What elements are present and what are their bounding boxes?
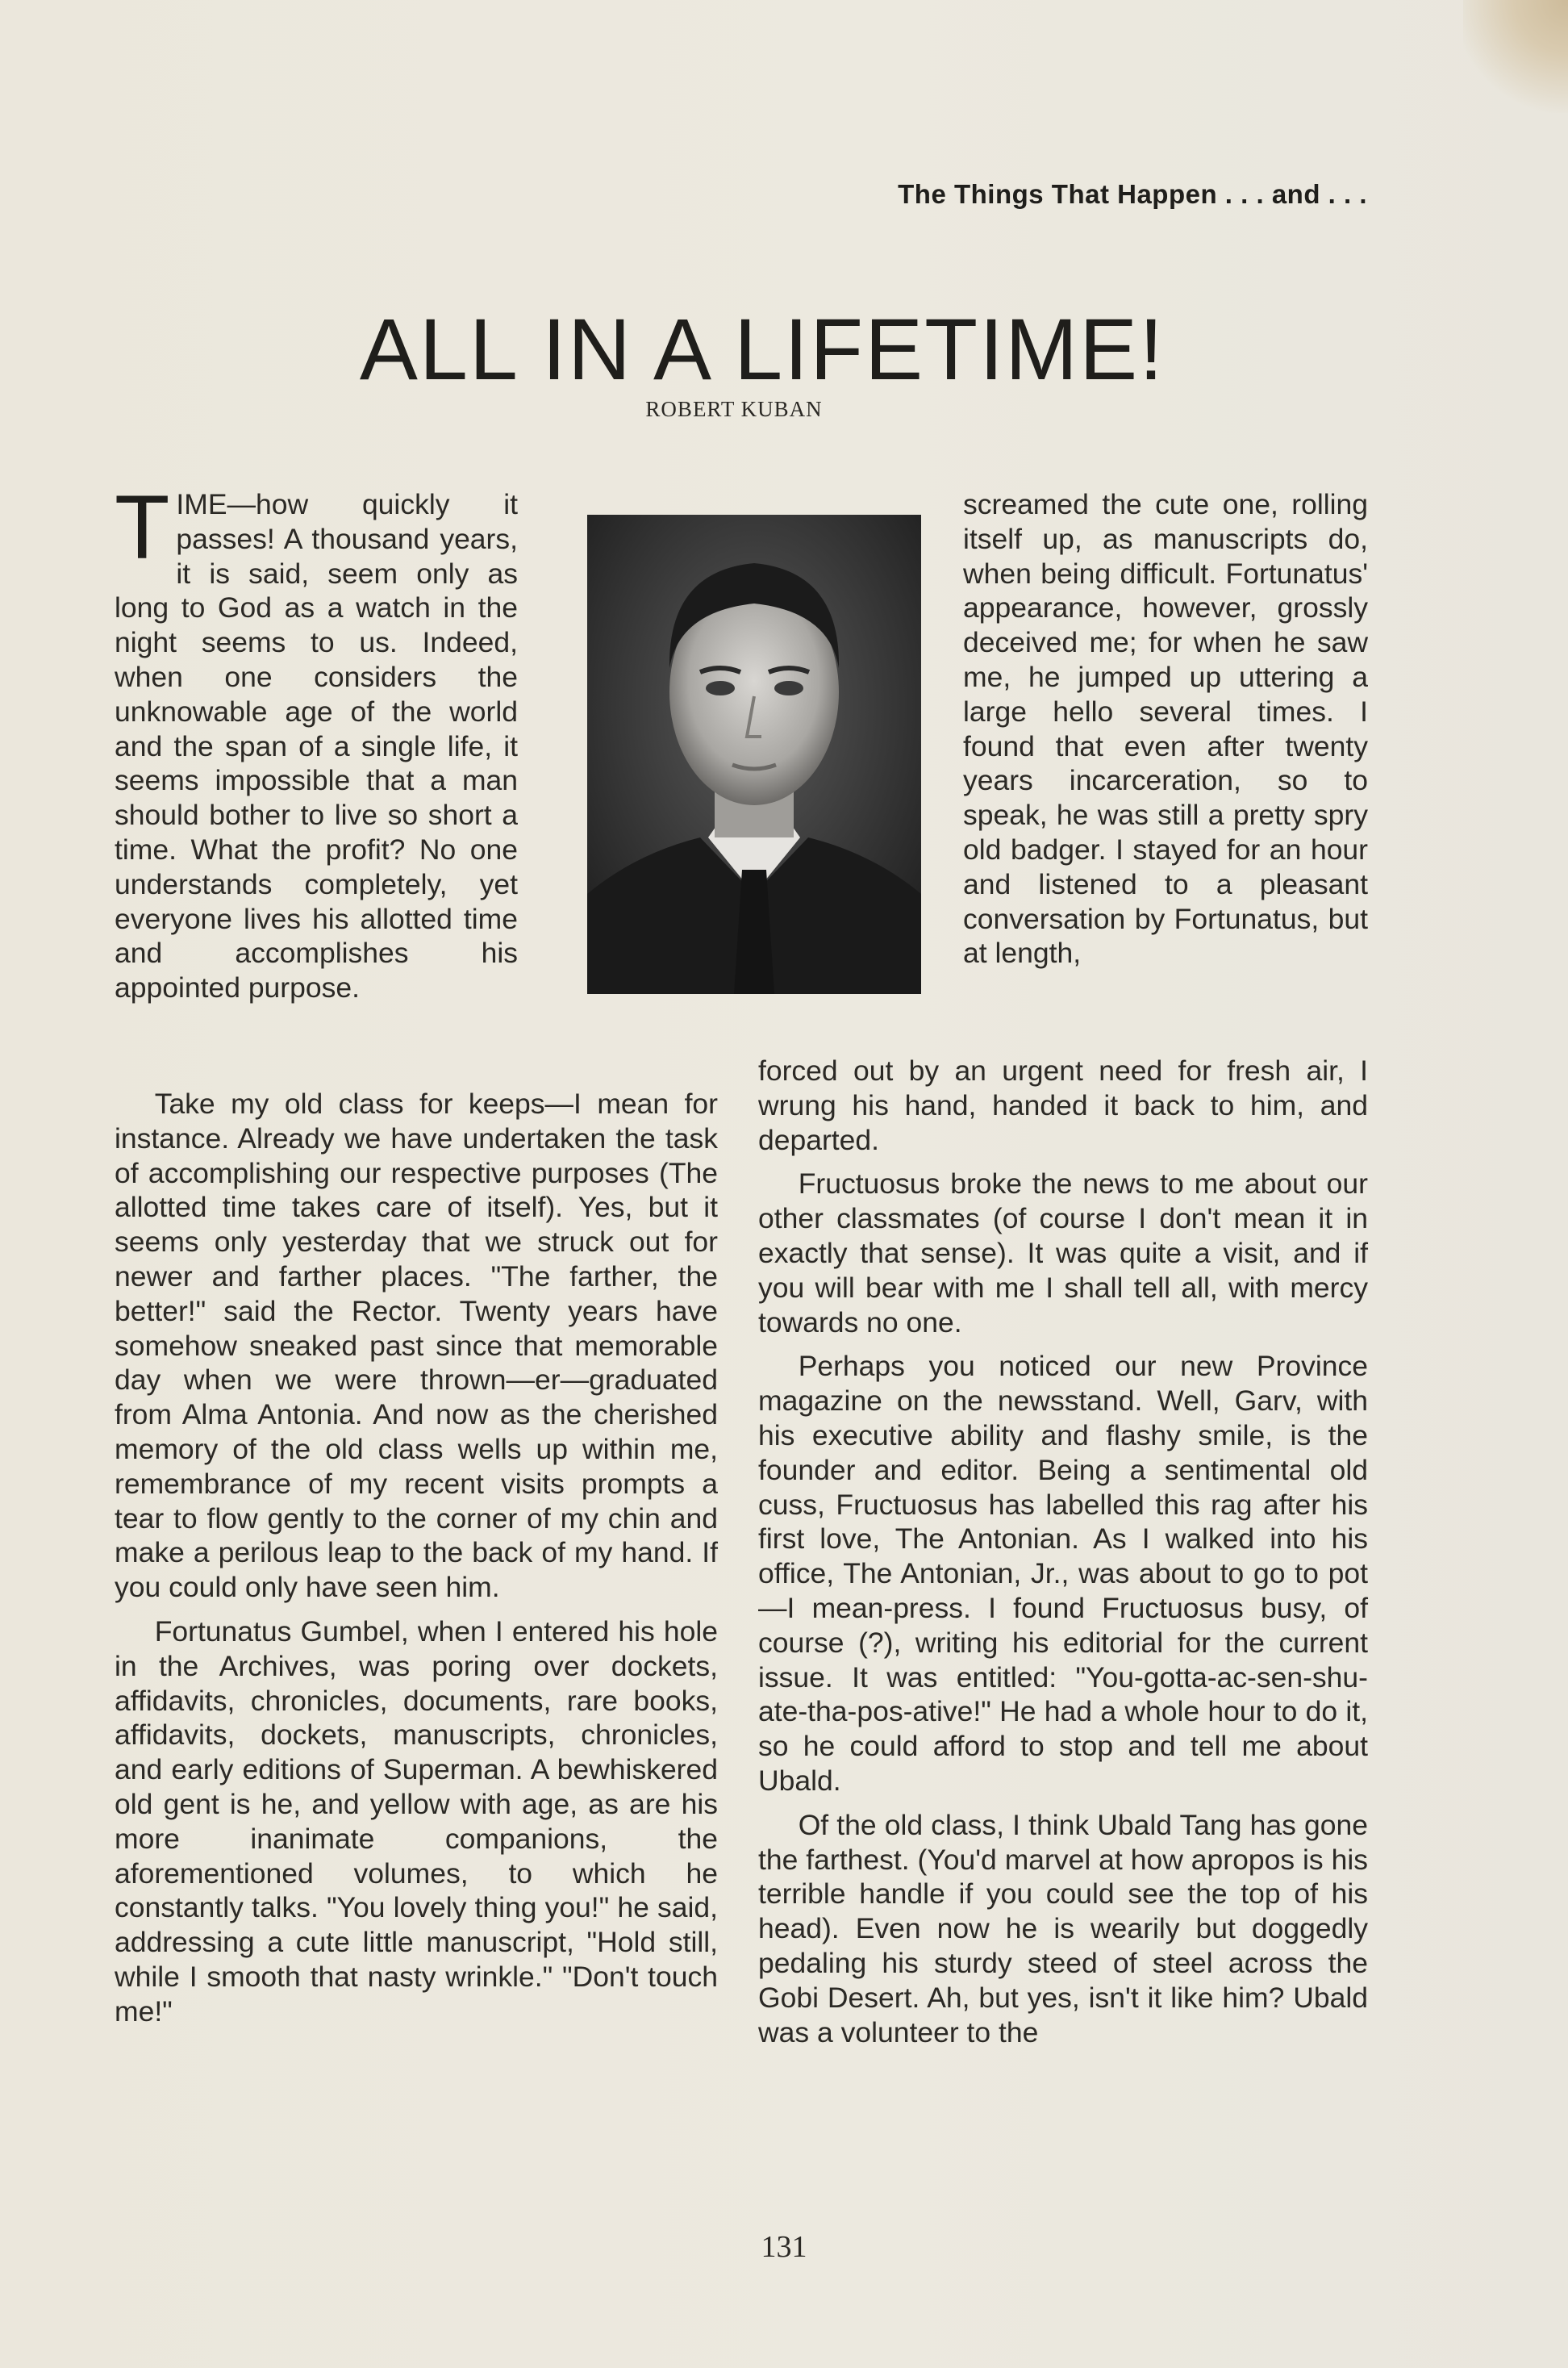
right-column-top <box>963 487 1368 971</box>
right-column <box>758 1054 1368 2049</box>
paragraph: Fructuosus broke the news to me about our other classmates (of course I don't mean it in exactly that sense). It was quite a visit, and if you will bear with me I shall tell all, with mercy towards no one. <box>758 1167 1368 1339</box>
left-column-top <box>115 477 518 1005</box>
article-title: ALL IN A LIFETIME! <box>359 300 1166 398</box>
paragraph: Fortunatus Gumbel, when I entered his hole in the Archives, was poring over dockets, affidavits, chronicles, documents, rare books, affidavits, dockets, manuscripts, chronicles, and early editions of Superman. A bewhiskered old gent is he, and yellow with age, as are his more inanimate companions, the aforementioned volumes, to which he constantly talks. "You lovely thing you!" he said, addressing a cute little manuscript, "Hold still, while I smooth that nasty wrinkle." "Don't touch me!" <box>115 1614 718 2028</box>
page-number: 131 <box>761 2230 807 2264</box>
paragraph: Perhaps you noticed our new Province magazine on the newsstand. Well, Garv, with his executive ability and flashy smile, is the founder and editor. Being a sentimental old cuss, Fructuosus has labelled this rag after his first love, The Antonian. As I walked into his office, The Antonian, Jr., was about to go to pot—I mean-press. I found Fructuosus busy, of course (?), writing his editorial for the current issue. It was entitled: "You-gotta-ac-sen-shu-ate-tha-pos-ative!" He had a whole hour to do it, so he could afford to stop and tell me about Ubald. <box>758 1350 1368 1797</box>
portrait-icon <box>587 515 921 994</box>
left-column <box>115 1087 718 2029</box>
paragraph <box>115 477 518 1005</box>
paragraph-text: IME—how quickly it passes! A thousand years, it is said, seem only as long to God as a watch in the night seems to us. Indeed, when one considers the unknowable age of the world and the span of a single life, it seems impossible that a man should bother to live so short a time. What the profit? No one understands completely, yet everyone lives his allotted time and accomplishes his appointed purpose. <box>115 488 518 1004</box>
paragraph: screamed the cute one, rolling itself up, as manuscripts do, when being difficult. Fortunatus' appearance, however, grossly deceived me; for when he saw me, he jumped up uttering a large hello several times. I found that even after twenty years incarceration, so to speak, he was still a pretty spry old badger. I stayed for an hour and listened to a pleasant conversation by Fortunatus, but at length, <box>963 488 1368 970</box>
paper-stain <box>1463 0 1568 113</box>
byline: ROBERT KUBAN <box>645 397 823 421</box>
drop-cap: T <box>115 477 170 578</box>
paragraph: Take my old class for keeps—I mean for instance. Already we have undertaken the task of accomplishing our respective purposes (The allotted time takes care of itself). Yes, but it seems only yesterday that we struck out for newer and farther places. "The farther, the better!" said the Rector. Twenty years have somehow sneaked past since that memorable day when we were thrown—er—graduated from Alma Antonia. And now as the cherished memory of the old class wells up within me, remembrance of my recent visits prompts a tear to flow gently to the corner of my chin and make a perilous leap to the back of my hand. If you could only have seen him. <box>115 1088 718 1604</box>
paragraph: Of the old class, I think Ubald Tang has gone the farthest. (You'd marvel at how apropos is his terrible handle if you could see the top of his head). Even now he is wearily but doggedly pedaling his sturdy steed of steel across the Gobi Desert. Ah, but yes, isn't it like him? Ubald was a volunteer to the <box>758 1808 1368 2049</box>
running-head: The Things That Happen . . . and . . . <box>898 179 1367 209</box>
paragraph: forced out by an urgent need for fresh air, I wrung his hand, handed it back to him, and departed. <box>758 1055 1368 1156</box>
portrait-photo <box>587 515 921 994</box>
